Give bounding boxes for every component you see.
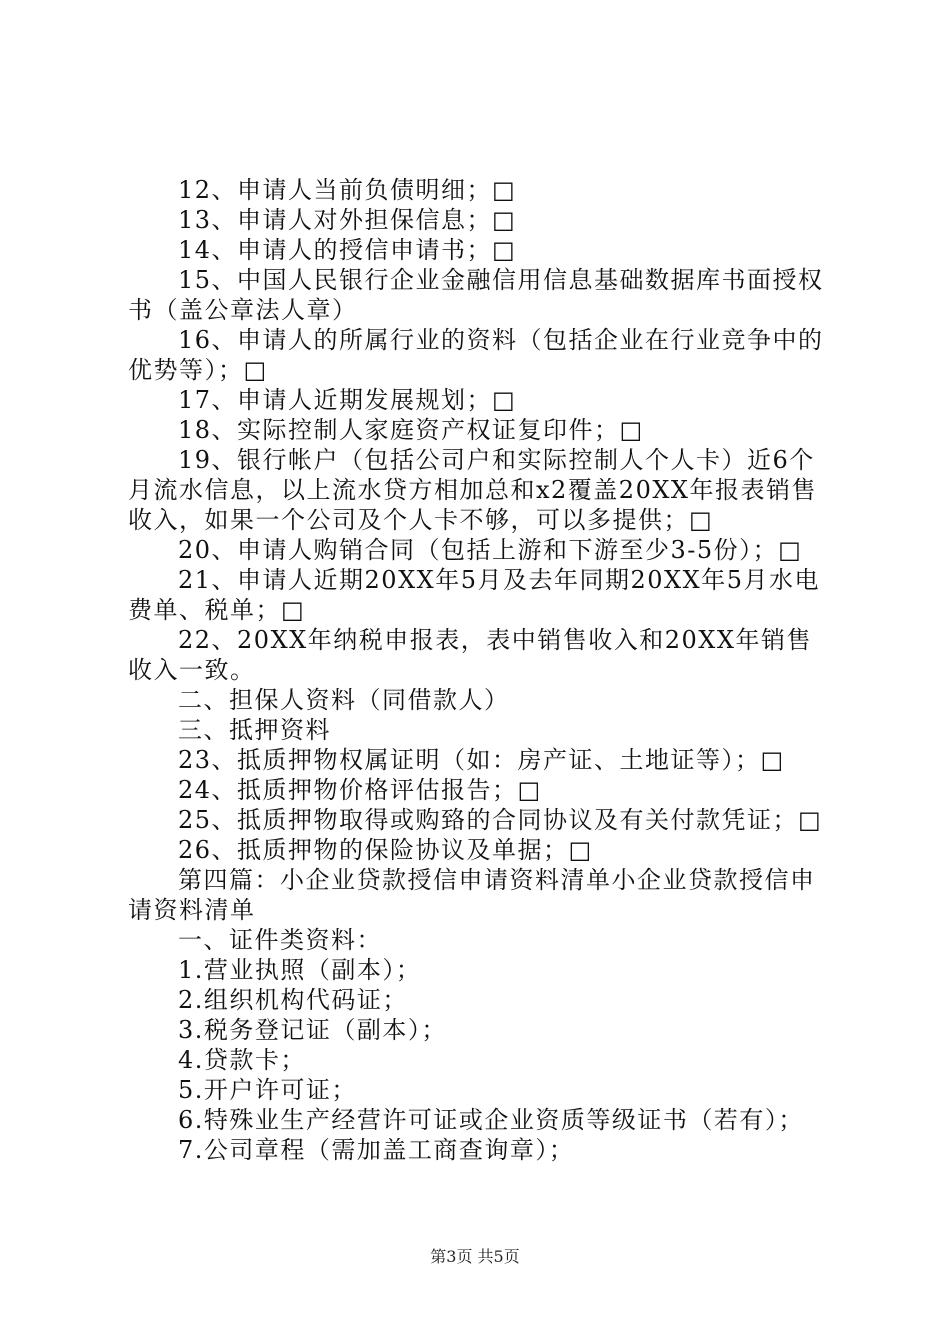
paragraph: 25、抵质押物取得或购臵的合同协议及有关付款凭证；□	[178, 806, 823, 834]
paragraph: 3.税务登记证（副本）；	[178, 1016, 447, 1044]
section-heading: 三、抵押资料	[178, 716, 331, 744]
page-number-footer: 第3页 共5页	[430, 1247, 520, 1266]
paragraph: 4.贷款卡；	[178, 1046, 306, 1074]
paragraph: 24、抵质押物价格评估报告；□	[178, 776, 542, 804]
section-heading: 二、担保人资料（同借款人）	[178, 686, 510, 714]
paragraph: 5.开户许可证；	[178, 1076, 357, 1104]
section-heading: 一、证件类资料：	[178, 926, 382, 954]
paragraph: 19、银行帐户（包括公司户和实际控制人个人卡）近6个月流水信息，以上流水贷方相加总和x2覆盖20XX年报表销售收入，如果一个公司及个人卡不够，可以多提供；□	[128, 446, 818, 534]
paragraph: 6.特殊业生产经营许可证或企业资质等级证书（若有）；	[178, 1106, 804, 1134]
paragraph: 26、抵质押物的保险协议及单据；□	[178, 836, 593, 864]
paragraph: 20、申请人购销合同（包括上游和下游至少3-5份）；□	[178, 536, 803, 564]
paragraph: 21、申请人近期20XX年5月及去年同期20XX年5月水电费单、税单；□	[128, 566, 820, 624]
paragraph: 17、申请人近期发展规划；□	[178, 386, 517, 414]
paragraph: 2.组织机构代码证；	[178, 986, 408, 1014]
paragraph: 7.公司章程（需加盖工商查询章）；	[178, 1136, 575, 1164]
paragraph: 23、抵质押物权属证明（如：房产证、土地证等）；□	[178, 746, 785, 774]
paragraph: 13、申请人对外担保信息；□	[178, 206, 517, 234]
chapter-heading: 第四篇：小企业贷款授信申请资料清单小企业贷款授信申请资料清单	[128, 866, 816, 924]
paragraph: 1.营业执照（副本）；	[178, 956, 422, 984]
paragraph: 18、实际控制人家庭资产权证复印件；□	[178, 416, 644, 444]
paragraph: 12、申请人当前负债明细；□	[178, 176, 517, 204]
paragraph: 16、申请人的所属行业的资料（包括企业在行业竞争中的优势等）；□	[128, 326, 824, 384]
paragraph: 22、20XX年纳税申报表，表中销售收入和20XX年销售收入一致。	[128, 626, 812, 684]
paragraph: 14、申请人的授信申请书；□	[178, 236, 517, 264]
document-body	[128, 175, 828, 1165]
paragraph: 15、中国人民银行企业金融信用信息基础数据库书面授权书（盖公章法人章）	[128, 266, 824, 324]
